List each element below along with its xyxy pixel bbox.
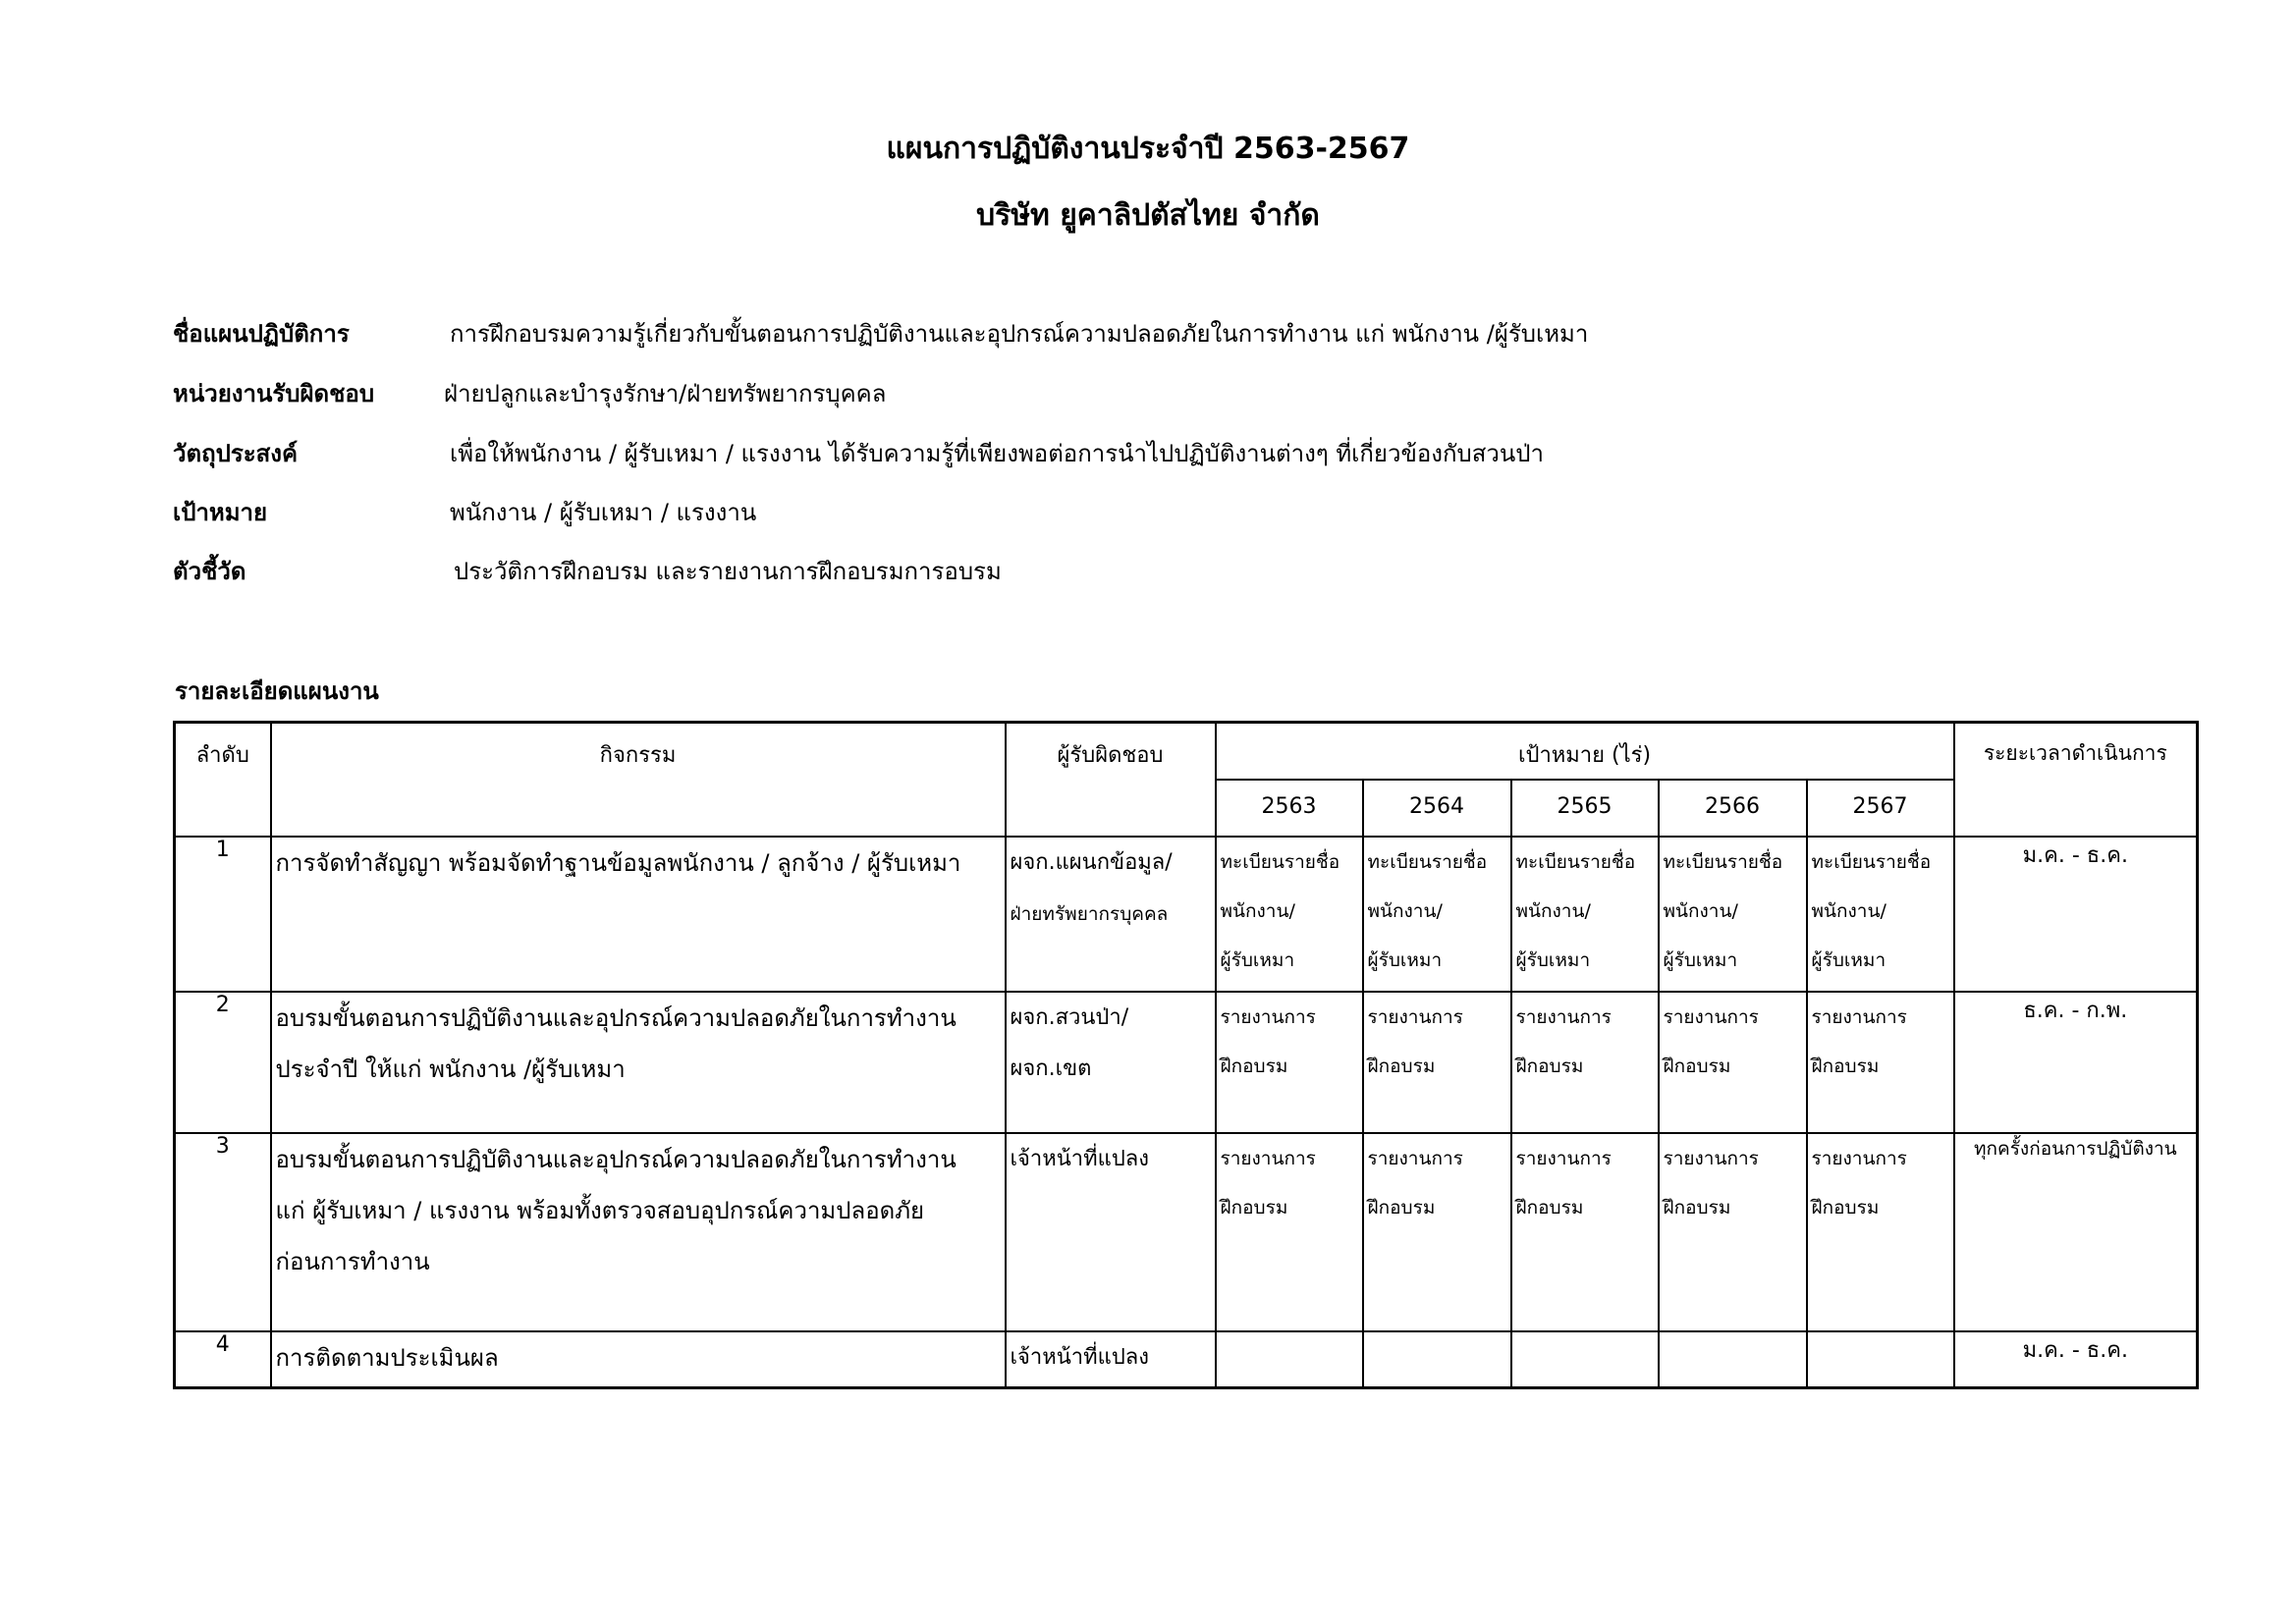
indicator-value: ประวัติการฝึกอบรม และรายงานการฝึกอบรมการอบรม bbox=[454, 558, 1002, 585]
header-period: ระยะเวลาดำเนินการ bbox=[1954, 723, 2198, 837]
target-cell-2567 bbox=[1807, 1133, 1954, 1331]
activity-line: การติดตามประเมินผล bbox=[275, 1343, 499, 1372]
objective-value: เพื่อให้พนักงาน / ผู้รับเหมา / แรงงาน ได้รับความรู้ที่เพียงพอต่อการนำไปปฏิบัติงานต่างๆ ที่เกี่ยวข้องกับสวนป่า bbox=[450, 440, 1544, 467]
target-cell-2567 bbox=[1807, 837, 1954, 992]
activity-line: แก่ ผู้รับเหมา / แรงงาน พร้อมทั้งตรวจสอบอุปกรณ์ความปลอดภัย bbox=[275, 1196, 925, 1224]
activity-line: อบรมขั้นตอนการปฏิบัติงานและอุปกรณ์ความปลอดภัยในการทำงาน bbox=[275, 1145, 957, 1173]
target-line: ผู้รับเหมา bbox=[1220, 948, 1295, 971]
target-line: ฝึกอบรม bbox=[1663, 1196, 1731, 1218]
header-responsible: ผู้รับผิดชอบ bbox=[1006, 723, 1216, 837]
activity-cell bbox=[271, 992, 1006, 1133]
target-line: ฝึกอบรม bbox=[1220, 1055, 1288, 1077]
target-line: รายงานการ bbox=[1811, 1005, 1907, 1028]
period-cell: ธ.ค. - ก.พ. bbox=[1954, 992, 2198, 1133]
target-line: ทะเบียนรายชื่อ bbox=[1515, 850, 1636, 873]
table-row bbox=[175, 992, 2198, 1133]
header-activity: กิจกรรม bbox=[271, 723, 1006, 837]
target-cell-2566 bbox=[1659, 992, 1807, 1133]
target-line: ฝึกอบรม bbox=[1663, 1055, 1731, 1077]
target-cell-2564 bbox=[1363, 837, 1511, 992]
target-cell-2563 bbox=[1216, 992, 1363, 1133]
target-label: เป้าหมาย bbox=[173, 499, 268, 526]
table-row bbox=[175, 1331, 2198, 1388]
target-line: รายงานการ bbox=[1220, 1005, 1316, 1028]
target-line: ฝึกอบรม bbox=[1811, 1055, 1880, 1077]
target-line: ฝึกอบรม bbox=[1220, 1196, 1288, 1218]
target-line: รายงานการ bbox=[1220, 1147, 1316, 1169]
activity-line: ก่อนการทำงาน bbox=[275, 1247, 430, 1275]
target-cell-2566 bbox=[1659, 1133, 1807, 1331]
header-target: เป้าหมาย (ไร่) bbox=[1216, 723, 1954, 780]
target-line: ฝึกอบรม bbox=[1367, 1196, 1436, 1218]
responsible-line: ผจก.เขต bbox=[1010, 1056, 1092, 1081]
responsible-line: เจ้าหน้าที่แปลง bbox=[1010, 1146, 1150, 1171]
activity-cell bbox=[271, 837, 1006, 992]
target-line: ผู้รับเหมา bbox=[1515, 948, 1591, 971]
target-line: พนักงาน/ bbox=[1811, 899, 1886, 922]
target-line: พนักงาน/ bbox=[1220, 899, 1295, 922]
responsible-line: เจ้าหน้าที่แปลง bbox=[1010, 1344, 1150, 1370]
header-year: 2567 bbox=[1807, 780, 1954, 837]
header-row bbox=[175, 723, 2198, 780]
target-line: ฝึกอบรม bbox=[1515, 1055, 1584, 1077]
target-line: ผู้รับเหมา bbox=[1367, 948, 1443, 971]
responsible-cell bbox=[1006, 837, 1216, 992]
header-year: 2563 bbox=[1216, 780, 1363, 837]
target-line: รายงานการ bbox=[1663, 1147, 1759, 1169]
target-cell-2565 bbox=[1511, 837, 1659, 992]
target-line: รายงานการ bbox=[1515, 1147, 1612, 1169]
document-title: แผนการปฏิบัติงานประจำปี 2563-2567 bbox=[886, 132, 1410, 166]
target-line: รายงานการ bbox=[1367, 1147, 1463, 1169]
row-number: 3 bbox=[175, 1133, 271, 1331]
target-cell-2563 bbox=[1216, 837, 1363, 992]
period-cell: ม.ค. - ธ.ค. bbox=[1954, 837, 2198, 992]
unit-value: ฝ่ายปลูกและบำรุงรักษา/ฝ่ายทรัพยากรบุคคล bbox=[444, 380, 887, 407]
plan-table bbox=[173, 721, 2199, 1389]
responsible-cell bbox=[1006, 1133, 1216, 1331]
plan-name-label: ชื่อแผนปฏิบัติการ bbox=[173, 320, 350, 348]
target-line: พนักงาน/ bbox=[1367, 899, 1443, 922]
target-cell-2566 bbox=[1659, 837, 1807, 992]
target-cell-2564 bbox=[1363, 1133, 1511, 1331]
target-line: รายงานการ bbox=[1367, 1005, 1463, 1028]
target-line: ฝึกอบรม bbox=[1515, 1196, 1584, 1218]
header-year: 2564 bbox=[1363, 780, 1511, 837]
activity-cell bbox=[271, 1331, 1006, 1388]
target-cell-2565 bbox=[1511, 1133, 1659, 1331]
target-line: ทะเบียนรายชื่อ bbox=[1663, 850, 1783, 873]
target-line: ทะเบียนรายชื่อ bbox=[1367, 850, 1488, 873]
target-cell-2563 bbox=[1216, 1331, 1363, 1388]
unit-label: หน่วยงานรับผิดชอบ bbox=[173, 380, 375, 407]
table-row bbox=[175, 1133, 2198, 1331]
row-number: 2 bbox=[175, 992, 271, 1133]
target-line: ฝึกอบรม bbox=[1811, 1196, 1880, 1218]
target-line: ผู้รับเหมา bbox=[1663, 948, 1738, 971]
target-line: ฝึกอบรม bbox=[1367, 1055, 1436, 1077]
target-line: พนักงาน/ bbox=[1515, 899, 1591, 922]
target-cell-2566 bbox=[1659, 1331, 1807, 1388]
activity-line: ประจำปี ให้แก่ พนักงาน /ผู้รับเหมา bbox=[275, 1055, 626, 1083]
plan-name-value: การฝึกอบรมความรู้เกี่ยวกับขั้นตอนการปฏิบัติงานและอุปกรณ์ความปลอดภัยในการทำงาน แก่ พนักงาน /ผู้รับเหมา bbox=[450, 320, 1589, 348]
target-cell-2564 bbox=[1363, 992, 1511, 1133]
responsible-cell bbox=[1006, 1331, 1216, 1388]
responsible-line: ผจก.สวนป่า/ bbox=[1010, 1004, 1129, 1030]
target-line: รายงานการ bbox=[1515, 1005, 1612, 1028]
activity-line: อบรมขั้นตอนการปฏิบัติงานและอุปกรณ์ความปลอดภัยในการทำงาน bbox=[275, 1003, 957, 1032]
target-line: พนักงาน/ bbox=[1663, 899, 1738, 922]
header-no: ลำดับ bbox=[175, 723, 271, 837]
company-name: บริษัท ยูคาลิปตัสไทย จำกัด bbox=[976, 198, 1320, 233]
target-line: ทะเบียนรายชื่อ bbox=[1220, 850, 1340, 873]
responsible-line: ฝ่ายทรัพยากรบุคคล bbox=[1010, 902, 1169, 925]
header-year: 2565 bbox=[1511, 780, 1659, 837]
target-cell-2565 bbox=[1511, 1331, 1659, 1388]
target-cell-2567 bbox=[1807, 992, 1954, 1133]
target-line: รายงานการ bbox=[1663, 1005, 1759, 1028]
header-year: 2566 bbox=[1659, 780, 1807, 837]
activity-cell bbox=[271, 1133, 1006, 1331]
responsible-cell bbox=[1006, 992, 1216, 1133]
objective-label: วัตถุประสงค์ bbox=[173, 440, 299, 467]
target-value: พนักงาน / ผู้รับเหมา / แรงงาน bbox=[450, 499, 757, 526]
table-row bbox=[175, 837, 2198, 992]
responsible-line: ผจก.แผนกข้อมูล/ bbox=[1010, 849, 1173, 875]
activity-line: การจัดทำสัญญา พร้อมจัดทำฐานข้อมูลพนักงาน / ลูกจ้าง / ผู้รับเหมา bbox=[275, 848, 961, 877]
target-cell-2564 bbox=[1363, 1331, 1511, 1388]
target-line: ทะเบียนรายชื่อ bbox=[1811, 850, 1932, 873]
indicator-label: ตัวชี้วัด bbox=[173, 558, 246, 585]
row-number: 4 bbox=[175, 1331, 271, 1388]
section-heading: รายละเอียดแผนงาน bbox=[175, 677, 379, 705]
target-line: รายงานการ bbox=[1811, 1147, 1907, 1169]
row-number: 1 bbox=[175, 837, 271, 992]
target-line: ผู้รับเหมา bbox=[1811, 948, 1886, 971]
target-cell-2565 bbox=[1511, 992, 1659, 1133]
target-cell-2563 bbox=[1216, 1133, 1363, 1331]
target-cell-2567 bbox=[1807, 1331, 1954, 1388]
period-cell: ม.ค. - ธ.ค. bbox=[1954, 1331, 2198, 1388]
period-cell: ทุกครั้งก่อนการปฏิบัติงาน bbox=[1954, 1133, 2198, 1331]
